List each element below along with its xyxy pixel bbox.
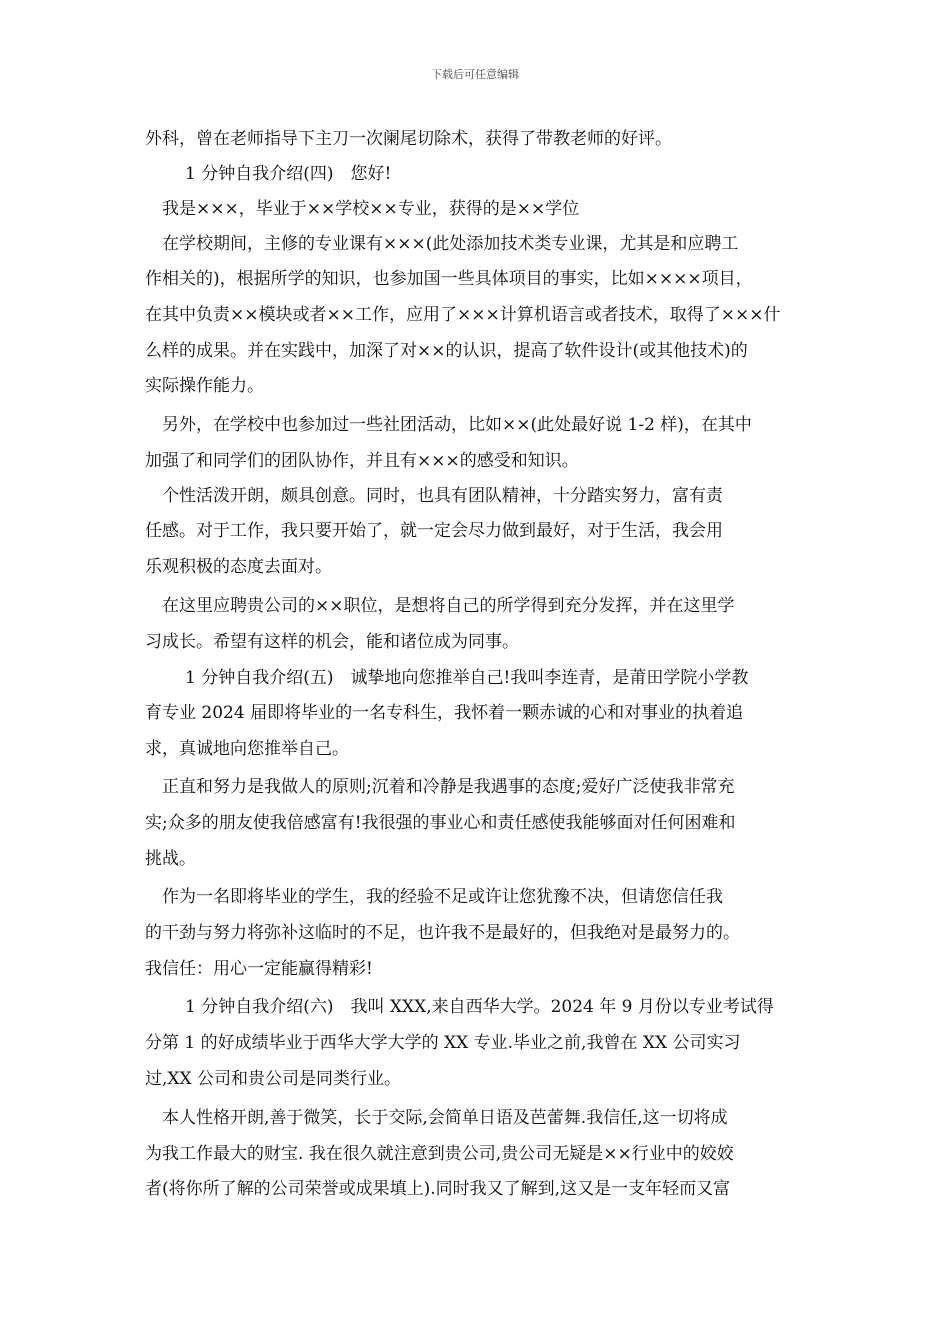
text-line: 1 分钟自我介绍(六) 我叫 XXX,来自西华大学。2024 年 9 月份以专业考试得 xyxy=(185,997,774,1017)
text-line: 作为一名即将毕业的学生，我的经验不足或许让您犹豫不决，但请您信任我 xyxy=(162,887,723,907)
text-line: 育专业 2024 届即将毕业的一名专科生，我怀着一颗赤诚的心和对事业的执着追 xyxy=(145,703,744,723)
text-line: 习成长。希望有这样的机会，能和诸位成为同事。 xyxy=(145,632,519,652)
text-line: 本人性格开朗,善于微笑，长于交际,会简单日语及芭蕾舞.我信任,这一切将成 xyxy=(162,1108,728,1128)
text-line: 在这里应聘贵公司的××职位，是想将自己的所学得到充分发挥，并在这里学 xyxy=(162,596,735,616)
text-line: 实;众多的朋友使我倍感富有!我很强的事业心和责任感使我能够面对任何困难和 xyxy=(145,813,736,833)
text-line: 作相关的)，根据所学的知识，也参加国一些具体项目的事实，比如××××项目， xyxy=(145,269,753,289)
text-line: 正直和努力是我做人的原则;沉着和冷静是我遇事的态度;爱好广泛使我非常充 xyxy=(162,777,735,797)
page-header: 下载后可任意编辑 xyxy=(431,68,519,81)
text-line: 乐观积极的态度去面对。 xyxy=(145,557,332,577)
text-line: 任感。对于工作，我只要开始了，就一定会尽力做到最好，对于生活，我会用 xyxy=(145,521,723,541)
text-line: 过,XX 公司和贵公司是同类行业。 xyxy=(145,1069,402,1089)
text-line: 为我工作最大的财宝. 我在很久就注意到贵公司,贵公司无疑是××行业中的姣姣 xyxy=(145,1144,734,1164)
text-line: 我是×××，毕业于××学校××专业，获得的是××学位 xyxy=(162,199,580,219)
text-line: 外科，曾在老师指导下主刀一次阑尾切除术，获得了带教老师的好评。 xyxy=(145,129,672,149)
text-line: 1 分钟自我介绍(四) 您好! xyxy=(185,164,392,184)
text-line: 在其中负责××模块或者××工作，应用了×××计算机语言或者技术，取得了×××什 xyxy=(145,305,781,325)
text-line: 么样的成果。并在实践中，加深了对××的认识，提高了软件设计(或其他技术)的 xyxy=(145,341,748,361)
text-line: 个性活泼开朗，颇具创意。同时，也具有团队精神，十分踏实努力，富有责 xyxy=(162,486,723,506)
text-line: 另外，在学校中也参加过一些社团活动，比如××(此处最好说 1-2 样)，在其中 xyxy=(162,415,752,435)
text-line: 的干劲与努力将弥补这临时的不足，也许我不是最好的，但我绝对是最努力的。 xyxy=(145,923,740,943)
text-line: 我信任：用心一定能赢得精彩! xyxy=(145,959,373,979)
text-line: 在学校期间，主修的专业课有×××(此处添加技术类专业课，尤其是和应聘工 xyxy=(162,234,739,254)
text-line: 加强了和同学们的团队协作，并且有×××的感受和知识。 xyxy=(145,451,579,471)
text-line: 挑战。 xyxy=(145,849,196,869)
text-line: 1 分钟自我介绍(五) 诚挚地向您推举自己!我叫李连青，是莆田学院小学教 xyxy=(185,668,749,688)
text-line: 实际操作能力。 xyxy=(145,376,264,396)
text-line: 者(将你所了解的公司荣誉或成果填上).同时我又了解到,这又是一支年轻而又富 xyxy=(145,1179,731,1199)
text-line: 分第 1 的好成绩毕业于西华大学大学的 XX 专业.毕业之前,我曾在 XX 公司实习 xyxy=(145,1033,741,1053)
text-line: 求，真诚地向您推举自己。 xyxy=(145,739,349,759)
